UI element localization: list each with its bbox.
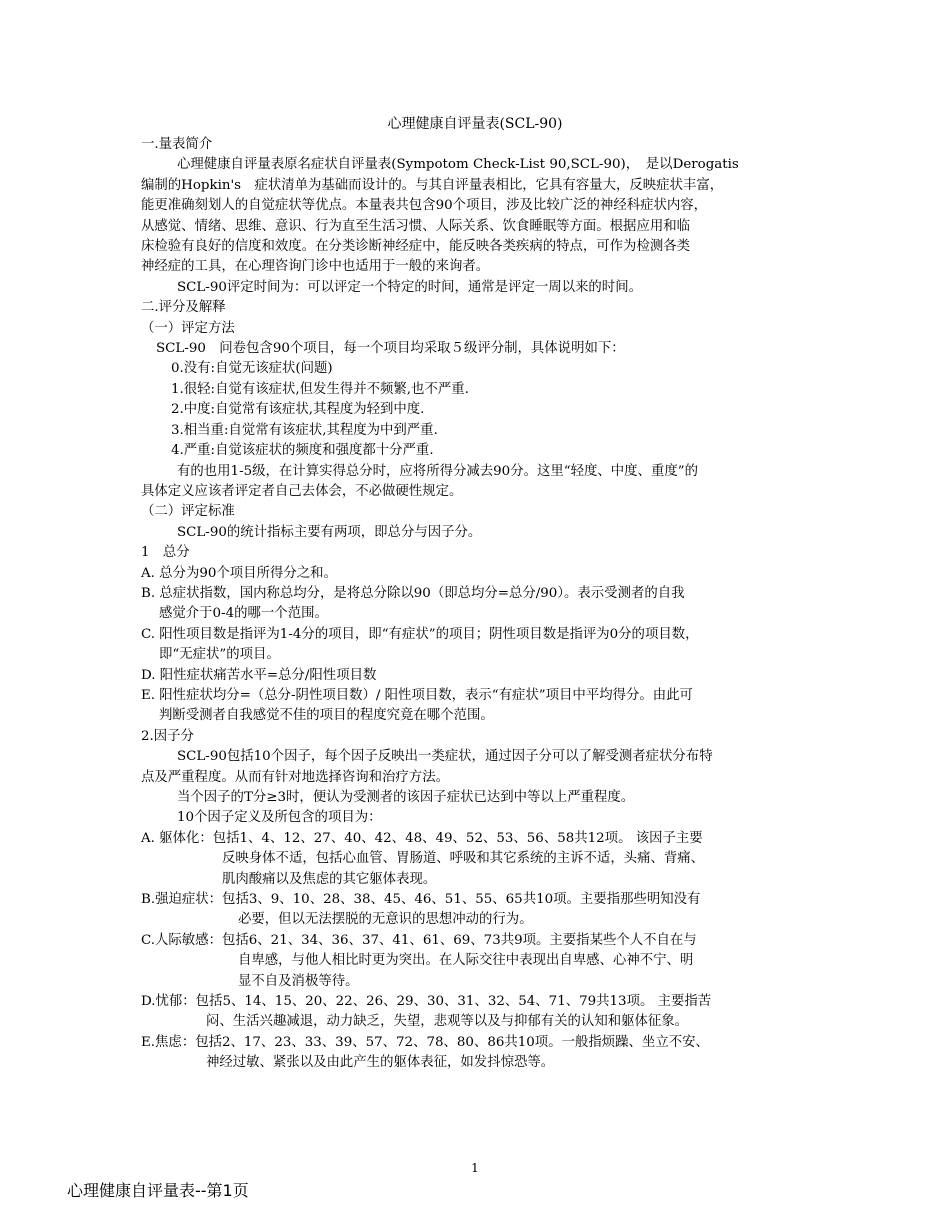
text-line: 10个因子定义及所包含的项目为： [177,810,382,826]
text-line: A. 躯体化：包括1、4、12、27、40、42、48、49、52、53、56、58共12项。 该因子主要 [141,830,703,846]
text-line: 点及严重程度。从而有针对地选择咨询和治疗方法。 [141,769,449,785]
text-line: A. 总分为90个项目所得分之和。 [141,565,337,581]
text-line: 1 总分 [141,545,190,561]
document-title: 心理健康自评量表(SCL-90) [387,116,563,132]
page-number: 1 [471,1161,479,1175]
text-line: 自卑感，与他人相比时更为突出。在人际交往中表现出自卑感、心神不宁、明 [238,953,694,969]
text-line: E. 阳性症状均分=（总分-阴性项目数）/ 阳性项目数，表示“有症状”项目中平均得分。由此可 [141,687,693,703]
text-line: 有的也用1-5级，在计算实得总分时，应将所得分减去90分。这里“轻度、中度、重度”的 [177,463,698,479]
text-line: 2.中度:自觉常有该症状,其程度为轻到中度. [171,402,425,418]
text-line: 从感觉、情绪、思维、意识、行为直至生活习惯、人际关系、饮食睡眠等方面。根据应用和临 [141,218,691,234]
text-line: SCL-90 问卷包含90个项目，每一个项目均采取５级评分制，具体说明如下： [156,341,625,357]
text-line: B.强迫症状：包括3、9、10、28、38、45、46、51、55、65共10项。主要指那些明知没有 [141,892,701,908]
text-line: 一.量表简介 [141,137,213,152]
text-line: 编制的Hopkin's 症状清单为基础而设计的。与其自评量表相比，它具有容量大，反映症状丰富， [141,177,724,193]
text-line: 1.很轻:自觉有该症状,但发生得并不频繁,也不严重. [171,381,469,397]
text-line: 能更准确刻划人的自觉症状等优点。本量表共包含90个项目，涉及比较广泛的神经科症状内容， [141,198,708,214]
text-line: 闷、生活兴趣减退，动力缺乏，失望，悲观等以及与抑郁有关的认知和躯体征象。 [206,1014,689,1030]
text-line: 显不自及消极等待。 [238,973,359,989]
text-line: SCL-90评定时间为：可以评定一个特定的时间，通常是评定一周以来的时间。 [177,279,642,295]
text-line: 床检验有良好的信度和效度。在分类诊断神经症中，能反映各类疾病的特点，可作为检测各类 [141,239,691,255]
document-body [141,135,816,1074]
text-line: （一）评定方法 [141,320,235,336]
text-line: 感觉介于0-4的哪一个范围。 [159,606,328,622]
text-line: 肌肉酸痛以及焦虑的其它躯体表现。 [222,871,437,887]
page-footer: 心理健康自评量表--第1页 [67,1181,249,1200]
text-line: E.焦虑：包括2、17、23、33、39、57、72、78、80、86共10项。一般指烦躁、坐立不安、 [141,1034,709,1050]
text-line: D.忧郁：包括5、14、15、20、22、26、29、30、31、32、54、71、79共13项。 主要指苦 [141,994,712,1010]
text-line: 必要，但以无法摆脱的无意识的思想冲动的行为。 [238,912,533,928]
text-line: SCL-90的统计指标主要有两项，即总分与因子分。 [177,524,482,540]
text-line: 0.没有:自觉无该症状(问题) [171,361,333,377]
text-line: 判断受测者自我感觉不佳的项目的程度究竟在哪个范围。 [159,708,494,724]
text-line: （二）评定标准 [141,504,235,520]
text-line: 4.严重:自觉该症状的频度和强度都十分严重. [171,443,434,459]
text-line: C. 阳性项目数是指评为1-4分的项目，即“有症状”的项目；阴性项目数是指评为0分的项目数， [141,626,699,642]
text-line: 心理健康自评量表原名症状自评量表(Sympotom Check-List 90,SCL-90)， 是以Derogatis [177,157,739,173]
text-line: 具体定义应该者评定者自己去体会，不必做硬性规定。 [141,483,463,499]
text-line: 反映身体不适，包括心血管、胃肠道、呼吸和其它系统的主诉不适，头痛、背痛、 [222,851,705,867]
text-line: D. 阳性症状痛苦水平=总分/阳性项目数 [141,667,377,683]
text-line: SCL-90包括10个因子，每个因子反映出一类症状，通过因子分可以了解受测者症状分布特 [177,749,713,765]
text-line: 即“无症状”的项目。 [159,647,280,663]
text-line: 2.因子分 [141,728,194,744]
text-line: C.人际敏感：包括6、21、34、36、37、41、61、69、73共9项。主要指某些个人不自在与 [141,932,697,948]
text-line: 3.相当重:自觉常有该症状,其程度为中到严重. [171,422,438,438]
text-line: 神经症的工具，在心理咨询门诊中也适用于一般的来询者。 [141,259,490,275]
text-line: 神经过敏、紧张以及由此产生的躯体表征，如发抖惊恐等。 [206,1055,555,1071]
text-line: B. 总症状指数，国内称总均分，是将总分除以90（即总均分=总分/90）。表示受测者的自我 [141,585,685,601]
text-line: 二.评分及解释 [141,300,226,316]
text-line: 当个因子的T分≥3时，便认为受测者的该因子症状已达到中等以上严重程度。 [177,790,635,805]
